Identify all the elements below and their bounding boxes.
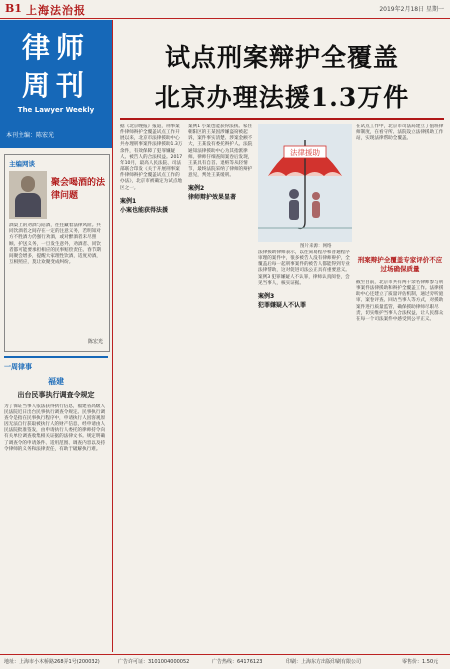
art-sign-text: 法律援助 — [290, 148, 320, 157]
article-col1-text: 据《北京晚报》报道，刑事案件律师辩护全覆盖试点工作开展以来，北京市法律援助中心共办理刑事案件法律援助1.3万余件，有效保障了犯罪嫌疑人、被告人的合法权益。2017年10月，最高人民法院、司法部联合印发《关于开展刑事案件律师辩护全覆盖试点工作的办法》，北京市被确定为试点地区之一。 — [120, 124, 183, 191]
case2-title: 律师辩护效果显著 — [188, 194, 237, 202]
left-article-headline: 福建 — [48, 376, 64, 386]
article-col2-text: 案例1 小案也能获得法援。家住朝阳区的王某因涉嫌盗窃被起诉，案件事实清楚、涉案金额不大，王某没有委托辩护人。法院通知法律援助中心为其指派律师。律师仔细查阅案卷后发现，王某具有自首、退赃等从轻情节，最终法院采纳了律师的辩护意见，判处王某缓刑。 — [188, 124, 253, 179]
article-column-4-bottom — [356, 280, 444, 644]
section-divider — [4, 356, 108, 358]
newspaper-name: 上海法治报 — [26, 4, 86, 17]
case1-label: 案例1 — [120, 197, 137, 205]
umbrella-illustration-icon — [258, 124, 352, 242]
case3-label: 案例3 — [258, 292, 275, 300]
page-footer — [0, 654, 450, 669]
expert-commentary-subhead: 刑案辩护全覆盖专家评价不应过场确保质量 — [357, 256, 443, 273]
host-column-signature: 陈宏光 — [87, 339, 103, 345]
illustration-credit: 图片来源：网络 — [300, 244, 332, 249]
main-headline-line2: 北京办理法援1.3万件 — [154, 83, 410, 112]
article-col3-text: 法律援助律师表示，以往简易程序和普通程序审理的案件中，很多被告人没有律师辩护，全覆盖后每一起刑事案件的被告人都能得到专业法律帮助，这对促进司法公正具有重要意义。案例3 犯罪嫌疑人不认罪，律师认真阅卷，会见当事人，核实证据。 — [258, 250, 350, 286]
host-column-text: 酒桌上的劝酒与陪酒，往往藏着法律风险。共同饮酒者之间存在一定的注意义务，若明知对方不胜酒力仍强行劝酒，或对醉酒者未尽照顾、护送义务，一旦发生意外，劝酒者、同饮者都可能要承担相应的民事赔偿责任。春节期间聚会增多，提醒大家理性饮酒，适度劝酒，互相照应，莫让欢聚变成纠纷。 — [9, 223, 101, 266]
left-article-body: 为了保证当事人依法获得执行信息，福建省高级人民法院近日出台民事执行调查令规定。民事执行调查令是指在民事执行程序中，申请执行人因客观原因无法自行获取被执行人的财产信息，经申请由人民法院批准签发，由申请执行人委托的律师持令向有关单位调查收集相关证据的法律文书。规定明确了调查令的申请条件、适用范围、调查内容以及持令律师的义务和法律责任，有助于破解执行难。 — [4, 404, 106, 452]
masthead — [0, 20, 112, 148]
legal-aid-illustration — [258, 124, 352, 242]
page-header — [0, 0, 450, 19]
masthead-editor: 本刊主编：陈宏光 — [6, 132, 55, 139]
left-article-subheadline: 出台民事执行调查令规定 — [17, 390, 95, 399]
author-portrait — [9, 171, 47, 219]
host-column-title: 聚会喝酒的法律问题 — [51, 178, 106, 201]
left-column — [0, 20, 113, 652]
case3-title: 犯罪嫌疑人不认罪 — [258, 301, 307, 309]
main-headline-line1: 试点刑案辩护全覆盖 — [164, 43, 399, 72]
footer-printer: 印刷：上海东方出版印刷有限公司 — [286, 659, 362, 665]
masthead-english: The Lawyer Weekly — [17, 106, 95, 114]
masthead-title-line2: 周刊 — [21, 69, 90, 102]
page-number: B1 — [5, 2, 22, 15]
case1-title: 小案也能获得法援 — [120, 206, 169, 214]
article-col4-text: 在试点工作中，北京市司法局建立了值班律师制度，在看守所、法院设立法律援助工作站，实现法律帮助全覆盖。 — [356, 124, 444, 142]
footer-address: 地址：上海市小木桥路268弄1号(200032) — [4, 659, 100, 665]
article-column-3 — [258, 250, 352, 644]
host-column-label: 主编网谈 — [9, 160, 35, 168]
article-column-4-top — [356, 124, 444, 252]
issue-date: 2019年2月18日 星期一 — [379, 6, 444, 13]
footer-ad-license: 广告许可证：3101004000052 — [118, 659, 190, 665]
weekly-news-label: 一周律事 — [4, 363, 32, 371]
host-column-box — [4, 154, 110, 352]
headline-rule — [120, 118, 444, 120]
article-column-1 — [120, 124, 184, 644]
article-col4-text2: 截至目前，北京市共有两千余名律师参与刑事案件法律援助和辩护全覆盖工作。法律援助中心还建立了质量评估机制，通过旁听庭审、案卷评查、回访当事人等方式，对援助案件进行质量监管，确保援助律师尽职尽责，切实维护当事人合法权益，让人民群众在每一个司法案件中感受到公平正义。 — [356, 280, 444, 322]
article-column-2 — [188, 124, 254, 644]
case2-label: 案例2 — [188, 185, 205, 193]
footer-price: 零售价：1.50元 — [402, 659, 439, 665]
footer-ad-hotline: 广告热线：64176123 — [212, 659, 263, 665]
masthead-title-line1: 律师 — [21, 31, 90, 64]
